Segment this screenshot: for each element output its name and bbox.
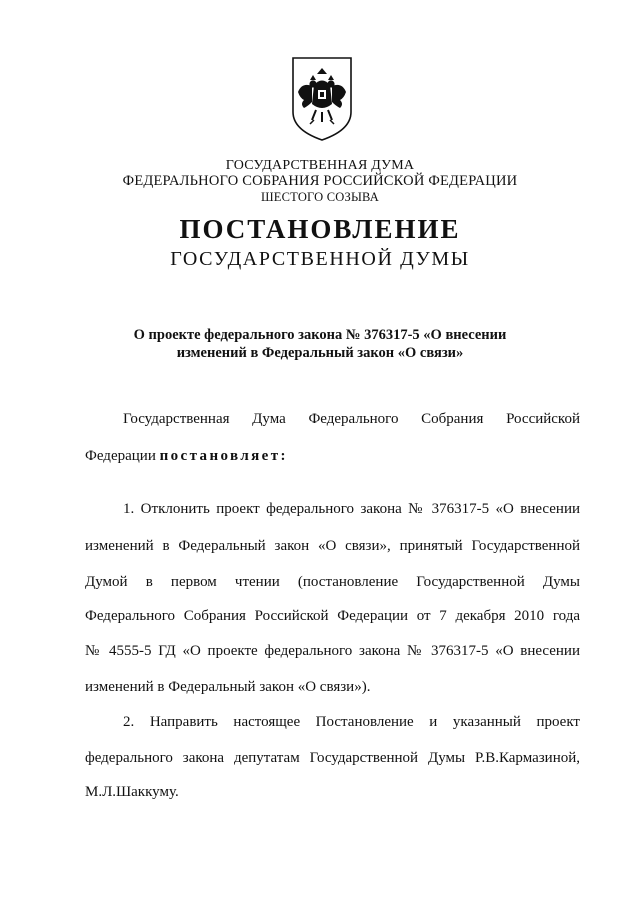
document-subtitle: ГОСУДАРСТВЕННОЙ ДУМЫ [170, 248, 470, 270]
preamble-line-1: Государственная Дума Федерального Собрания Российской [123, 411, 580, 427]
issuer-line-1: ГОСУДАРСТВЕННАЯ ДУМА [225, 158, 415, 173]
item1-line-1: 1. Отклонить проект федерального закона № 376317-5 «О внесении [123, 501, 580, 517]
subject-line-1: О проекте федерального закона № 376317-5 «О внесении [133, 327, 507, 343]
state-emblem-icon [290, 52, 354, 142]
item2-line-2: федерального закона депутатам Государственной Думы Р.В.Кармазиной, [85, 750, 580, 766]
item1-line-6: изменений в Федеральный закон «О связи»). [85, 679, 371, 695]
subject-line-2: изменений в Федеральный закон «О связи» [176, 345, 464, 361]
preamble-prefix: Федерации [85, 448, 160, 464]
preamble-line-2 [85, 446, 580, 466]
issuer-line-2: ФЕДЕРАЛЬНОГО СОБРАНИЯ РОССИЙСКОЙ ФЕДЕРАЦИИ [122, 173, 518, 189]
resolves-word: постановляет: [159, 448, 288, 464]
item1-line-3: Думой в первом чтении (постановление Государственной Думы [85, 574, 580, 590]
item1-line-4: Федерального Собрания Российской Федерации от 7 декабря 2010 года [85, 608, 580, 624]
document-title: ПОСТАНОВЛЕНИЕ [179, 214, 461, 244]
item1-line-5: № 4555-5 ГД «О проекте федерального закона № 376317-5 «О внесении [85, 643, 580, 659]
item2-line-1: 2. Направить настоящее Постановление и указанный проект [123, 714, 580, 730]
item1-line-2: изменений в Федеральный закон «О связи», принятый Государственной [85, 538, 580, 554]
item2-line-3: М.Л.Шаккуму. [85, 784, 179, 800]
issuer-line-3: ШЕСТОГО СОЗЫВА [260, 190, 380, 204]
